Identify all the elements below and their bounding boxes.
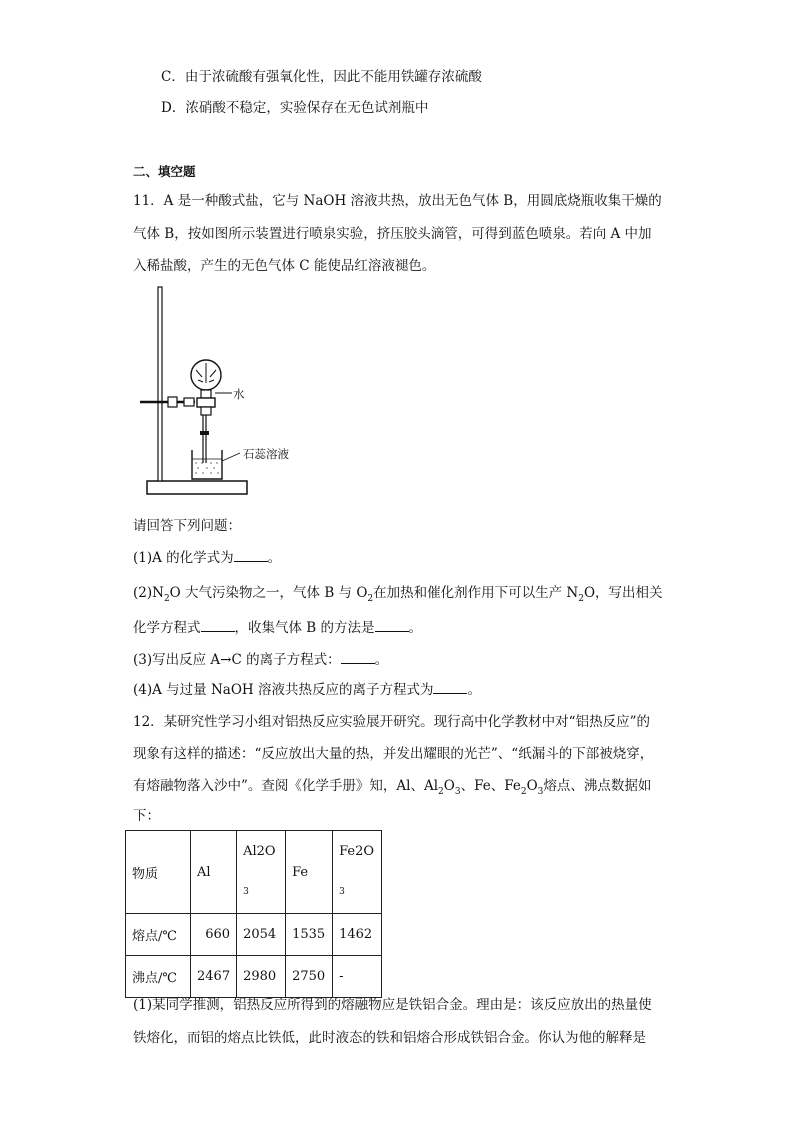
q11-line-2: 气体 B，按如图所示装置进行喷泉实验，挤压胶头滴管，可得到蓝色喷泉。若向 A 中加 xyxy=(133,226,652,242)
table-cell: 沸点/℃ xyxy=(126,956,191,998)
q11-line-1: 11．A 是一种酸式盐，它与 NaOH 溶液共热，放出无色气体 B，用圆底烧瓶收集干燥的 xyxy=(133,193,662,209)
stopper xyxy=(197,398,215,407)
option-d: D．浓硝酸不稳定，实验保存在无色试剂瓶中 xyxy=(161,100,429,116)
table-cell: 熔点/℃ xyxy=(126,914,191,956)
q11-part-1: (1)A 的化学式为 。 xyxy=(133,550,282,566)
table-header-row xyxy=(126,831,382,914)
q11-prompt: 请回答下列问题： xyxy=(133,518,241,534)
table-cell: Al2O 3 xyxy=(237,831,286,914)
answer-blank[interactable] xyxy=(234,549,268,562)
melting-boiling-table xyxy=(125,830,382,998)
q12-line-1: 12．某研究性学习小组对铝热反应实验展开研究。现行高中化学教材中对“铝热反应”的 xyxy=(133,714,650,730)
q12-line-2: 现象有这样的描述：“反应放出大量的热，并发出耀眼的光芒”、“纸漏斗的下部被烧穿， xyxy=(133,746,654,762)
table-cell: 1535 xyxy=(286,914,333,956)
answer-blank[interactable] xyxy=(341,651,375,664)
q12-sub-1-line-1: (1)某同学推测，铝热反应所得到的熔融物应是铁铝合金。理由是：该反应放出的热量使 xyxy=(133,997,652,1013)
table-cell: - xyxy=(333,956,382,998)
table-cell: 物质 xyxy=(126,831,191,914)
table-row xyxy=(126,956,382,998)
q11-part-4: (4)A 与过量 NaOH 溶液共热反应的离子方程式为 。 xyxy=(133,682,481,698)
option-c: C．由于浓硫酸有强氧化性，因此不能用铁罐存浓硫酸 xyxy=(161,69,482,85)
q12-line-4: 下： xyxy=(133,808,160,824)
section-title: 二、填空题 xyxy=(133,164,196,179)
label-litmus: 石蕊溶液 xyxy=(243,447,289,461)
table-cell: 2980 xyxy=(237,956,286,998)
q12-sub-1-line-2: 铁熔化，而铝的熔点比铁低，此时液态的铁和铝熔合形成铁铝合金。你认为他的解释是 xyxy=(133,1030,646,1046)
q11-part-2-line-2: 化学方程式 ，收集气体 B 的方法是 。 xyxy=(133,620,423,636)
litmus-pointer xyxy=(222,453,240,461)
q11-part-3: (3)写出反应 A→C 的离子方程式： 。 xyxy=(133,652,389,668)
fountain-apparatus-figure xyxy=(140,283,300,498)
table-row xyxy=(126,914,382,956)
table-cell: Al xyxy=(191,831,237,914)
q11-line-3: 入稀盐酸，产生的无色气体 C 能使品红溶液褪色。 xyxy=(133,258,436,274)
table-cell: 2750 xyxy=(286,956,333,998)
table-cell: Fe2O 3 xyxy=(333,831,382,914)
table-cell: 660 xyxy=(191,914,237,956)
answer-blank[interactable] xyxy=(433,681,467,694)
table-cell: 2054 xyxy=(237,914,286,956)
table-cell: 2467 xyxy=(191,956,237,998)
beaker xyxy=(192,450,222,479)
table-cell: Fe xyxy=(286,831,333,914)
stand-rod xyxy=(158,287,162,481)
label-water: 水 xyxy=(233,387,245,401)
answer-blank[interactable] xyxy=(201,619,235,632)
stand-base xyxy=(147,481,247,494)
table-cell: 1462 xyxy=(333,914,382,956)
q11-part-2-line-1: $(2)N_2O$ 大气污染物之一，气体 B 与 $O_2$在加热和催化剂作用下可以生产 $N_2O$，写出相关 xyxy=(133,585,663,604)
q12-line-3: 有熔融物落入沙中”。查阅《化学手册》知，Al、$Al_2O_3$、Fe、$Fe_2O_3$熔点、沸点数据如 xyxy=(133,778,652,797)
answer-blank[interactable] xyxy=(375,619,409,632)
